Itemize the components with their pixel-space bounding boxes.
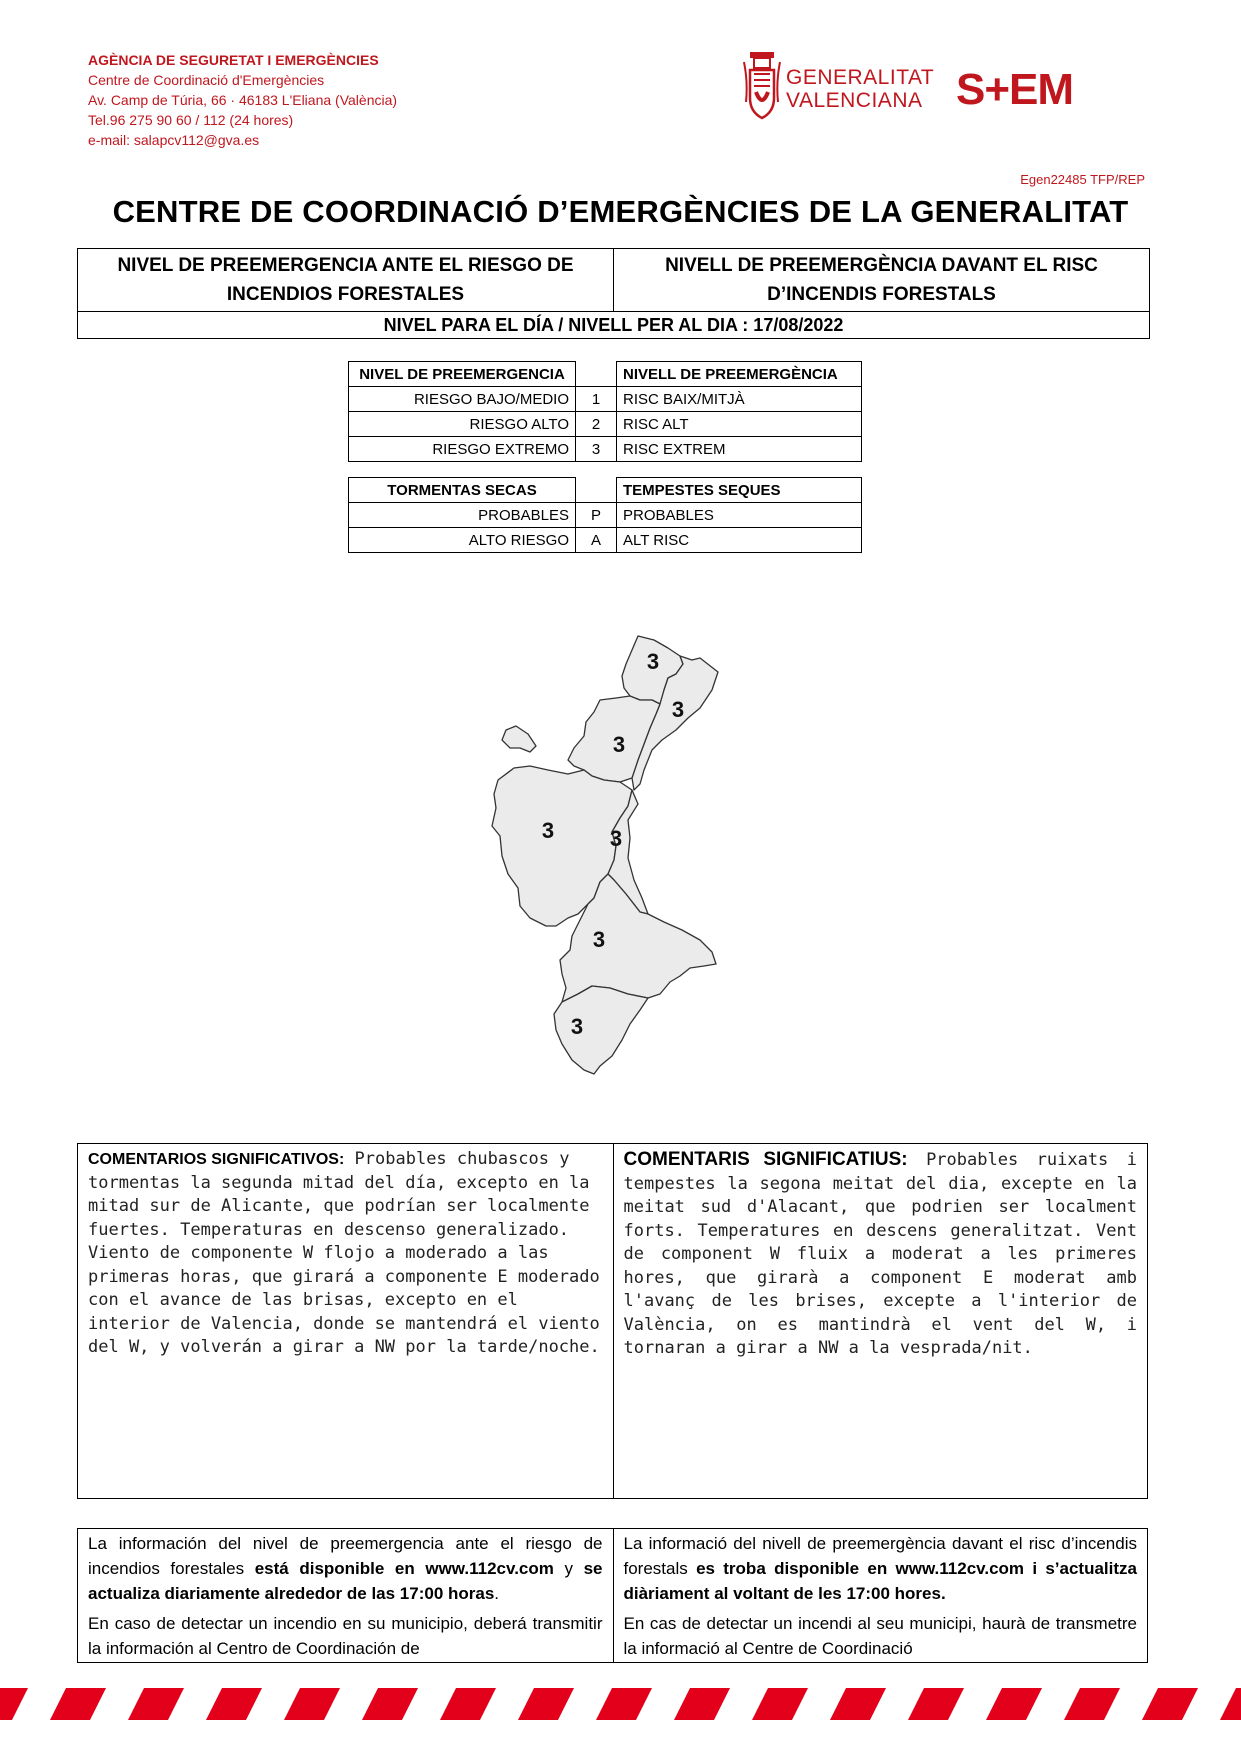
info-es-text-join: y [553, 1559, 584, 1578]
info-es-text-end: . [494, 1584, 500, 1603]
storm-ca: ALT RISC [617, 528, 862, 553]
bulletin-header-table [77, 248, 1150, 339]
levels-head-es: NIVEL DE PREEMERGENCIA [349, 362, 576, 387]
info-es-text: La información del nivel de preemergencia ante el riesgo de incendios forestales [88, 1534, 603, 1578]
levels-head-ca: NIVELL DE PREEMERGÈNCIA [617, 362, 862, 387]
stripe [50, 1688, 106, 1720]
info-ca-website-update: es troba disponible en www.112cv.com i s’actualitza diàriament al voltant de les 17:00 hores. [623, 1559, 1137, 1603]
map-zone-alicante-south [554, 986, 648, 1074]
stripe [830, 1688, 886, 1720]
page-title: CENTRE DE COORDINACIÓ D’EMERGÈNCIES DE LA GENERALITAT [112, 194, 1129, 229]
level-es: RIESGO ALTO [349, 412, 576, 437]
logo-text-generalitat: GENERALITAT [786, 66, 935, 89]
level-ca: RISC EXTREM [617, 437, 862, 462]
sem-logo: S+EM [956, 65, 1074, 114]
comments-ca-label: COMENTARIS SIGNIFICATIUS: [623, 1149, 908, 1170]
info-ca-text: La informació del nivell de preemergència davant el risc d’incendis forestals [623, 1534, 1137, 1578]
comments-ca-text: Probables ruixats i tempestes la segona meitat del dia, excepte en la meitat sud d'Alacant, que podrien ser localment forts. Temperatures en descens generalitzat. Vent de component W fluix a moderat a les primeres hores, que girarà a component E moderat amb l'avanç de les brises, excepte a l'interior de València, on es mantindrà el vent del W, i tornaran a girar a NW a la vesprada/nit. [623, 1150, 1137, 1358]
logo-text-valenciana: VALENCIANA [786, 89, 923, 112]
header-date-line: NIVEL PARA EL DÍA / NIVELL PER AL DIA : 17/08/2022 [383, 315, 844, 335]
table-row [349, 528, 862, 553]
storms-head-es: TORMENTAS SECAS [349, 478, 576, 503]
stripe [752, 1688, 808, 1720]
stripe [0, 1688, 28, 1720]
level-es: RIESGO EXTREMO [349, 437, 576, 462]
stripe [908, 1688, 964, 1720]
info-ca-paragraph-2: En cas de detectar un incendi al seu municipi, haurà de transmetre la informació al Centre de Coordinació [623, 1614, 1137, 1658]
info-es-paragraph [88, 1531, 603, 1606]
stripe [1064, 1688, 1120, 1720]
zone-level-alicante-north: 3 [592, 927, 606, 952]
agency-name: AGÈNCIA DE SEGURETAT I EMERGÈNCIES [88, 52, 379, 68]
stripe [362, 1688, 418, 1720]
header-title-ca: NIVELL DE PREEMERGÈNCIA DAVANT EL RISC D’INCENDIS FORESTALS [613, 249, 1149, 311]
table-row [349, 503, 862, 528]
dry-storms-table [348, 477, 862, 553]
storm-es: PROBABLES [349, 503, 576, 528]
storm-code: P [576, 503, 617, 528]
info-ca-paragraph [624, 1531, 1138, 1606]
zone-level-north-interior: 3 [646, 649, 660, 674]
zone-level-valencia-coast: 3 [609, 826, 623, 851]
info-es [78, 1529, 613, 1662]
risk-zones-map [470, 620, 730, 1080]
level-ca: RISC BAIX/MITJÀ [617, 387, 862, 412]
storm-ca: PROBABLES [617, 503, 862, 528]
levels-head-code [576, 362, 617, 387]
stripe [1142, 1688, 1198, 1720]
coat-of-arms-icon [742, 52, 782, 124]
storm-code: A [576, 528, 617, 553]
stripe [518, 1688, 574, 1720]
info-es-update-time: se actualiza diariamente alrededor de las 17:00 horas [88, 1559, 603, 1603]
comments-es [78, 1144, 613, 1498]
significant-comments-box [77, 1143, 1148, 1499]
agency-address: Av. Camp de Túria, 66 · 46183 L'Eliana (València) [88, 92, 398, 108]
map-zone-menorca-exclave [502, 726, 536, 752]
zone-level-valencia-interior: 3 [541, 818, 555, 843]
level-code: 2 [576, 412, 617, 437]
agency-email: e-mail: salapcv112@gva.es [88, 132, 260, 148]
stripe [128, 1688, 184, 1720]
level-code: 1 [576, 387, 617, 412]
level-ca: RISC ALT [617, 412, 862, 437]
info-es-website: está disponible en www.112cv.com [254, 1559, 554, 1578]
zone-level-castellon-interior: 3 [612, 732, 626, 757]
preemergency-levels-table [348, 361, 862, 462]
document-reference: Egen22485 TFP/REP [1020, 172, 1145, 187]
stripe [596, 1688, 652, 1720]
stripe [206, 1688, 262, 1720]
info-box [77, 1528, 1148, 1663]
table-row [349, 387, 862, 412]
agency-phone: Tel.96 275 90 60 / 112 (24 hores) [88, 112, 294, 128]
stripe [986, 1688, 1042, 1720]
agency-line: Centre de Coordinació d'Emergències [88, 72, 325, 88]
zone-level-alicante-south: 3 [570, 1014, 584, 1039]
stripe [1220, 1688, 1241, 1720]
stripe [440, 1688, 496, 1720]
storm-es: ALTO RIESGO [349, 528, 576, 553]
stripe [284, 1688, 340, 1720]
level-es: RIESGO BAJO/MEDIO [349, 387, 576, 412]
level-code: 3 [576, 437, 617, 462]
storms-head-code [576, 478, 617, 503]
info-ca [613, 1529, 1148, 1662]
zone-level-north-coast: 3 [671, 697, 685, 722]
storms-head-ca: TEMPESTES SEQUES [617, 478, 862, 503]
agency-address-block [88, 50, 397, 150]
stripe [674, 1688, 730, 1720]
comments-es-label: COMENTARIOS SIGNIFICATIVOS: [88, 1151, 345, 1168]
comments-ca [613, 1144, 1148, 1498]
table-row [349, 412, 862, 437]
header-title-es: NIVEL DE PREEMERGENCIA ANTE EL RIESGO DE INCENDIOS FORESTALES [117, 255, 574, 305]
footer-stripes [0, 1684, 1241, 1724]
table-row [349, 437, 862, 462]
comments-es-text: Probables chubascos y tormentas la segunda mitad del día, excepto en la mitad sur de Alicante, que podrían ser localmente fuertes. Temperaturas en descenso generalizado. Viento de componente W flojo a moderado a las primeras horas, que girará a componente E moderado con el avance de las brisas, excepto en el interior de Valencia, donde se mantendrá el viento del W, y volverán a girar a NW por la tarde/noche. [88, 1149, 600, 1357]
info-es-paragraph-2: En caso de detectar un incendio en su municipio, deberá transmitir la información al Centro de Coordinación de [88, 1614, 603, 1658]
generalitat-logo [742, 52, 935, 124]
